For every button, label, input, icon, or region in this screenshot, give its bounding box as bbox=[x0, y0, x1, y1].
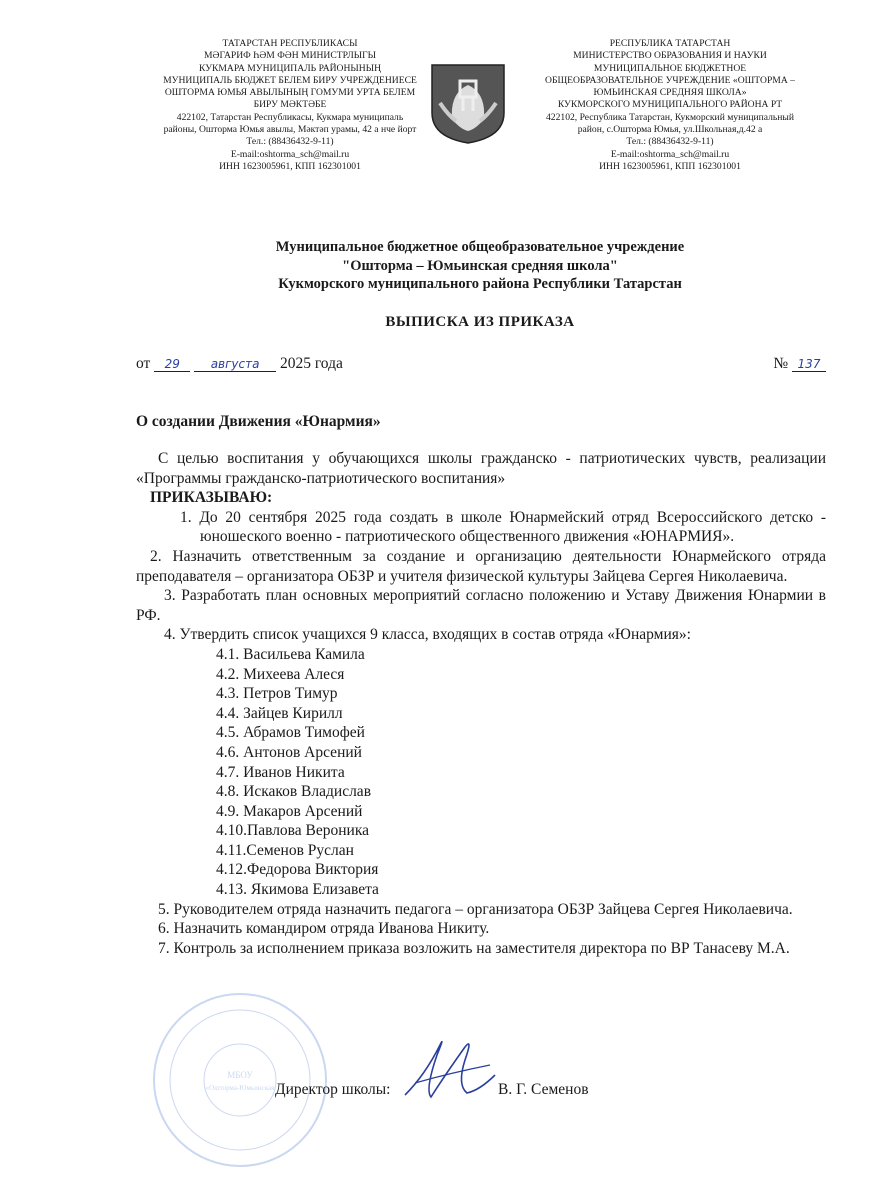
header-line: МУНИЦИПАЛЬНОЕ БЮДЖЕТНОЕ bbox=[593, 62, 747, 74]
header-line: РЕСПУБЛИКА ТАТАРСТАН bbox=[609, 38, 731, 49]
date-day: 29 bbox=[154, 357, 190, 372]
header-line: район, с.Ошторма Юмья, ул.Школьная,д.42 а bbox=[577, 124, 763, 136]
order-item-4: 4. Утвердить список учащихся 9 класса, входящих в состав отряда «Юнармия»: bbox=[164, 626, 691, 644]
student-item: 4.13. Якимова Елизавета bbox=[216, 881, 379, 899]
header-russian bbox=[520, 38, 820, 173]
order-body bbox=[136, 449, 826, 958]
institution-line: "Ошторма – Юмьинская средняя школа" bbox=[342, 257, 618, 274]
order-item-3: 3. Разработать план основных мероприятий согласно положению и Уставу Движения Юнармии в РФ. bbox=[136, 587, 826, 624]
student-item: 4.5. Абрамов Тимофей bbox=[216, 724, 365, 742]
document-title: ВЫПИСКА ИЗ ПРИКАЗА bbox=[385, 314, 575, 330]
header-line: ИНН 1623005961, КПП 162301001 bbox=[219, 160, 361, 172]
header-line: МУНИЦИПАЛЬ БЮДЖЕТ БЕЛЕМ БИРУ УЧРЕЖДЕНИЕСЕ bbox=[163, 74, 417, 86]
order-item-1: 1. До 20 сентября 2025 года создать в школе Юнармейский отряд Всероссийского детско - юношеского военно - патриотического общественного движения «ЮНАРМИЯ». bbox=[180, 508, 826, 546]
number-label: № bbox=[773, 355, 789, 372]
header-line: ИНН 1623005961, КПП 162301001 bbox=[599, 160, 741, 172]
header-line: ОШТОРМА ЮМЬЯ АВЫЛЫНЫҢ ГОМУМИ УРТА БЕЛЕМ bbox=[164, 87, 416, 99]
header-line: КУКМАРА МУНИЦИПАЛЬ РАЙОНЫНЫҢ bbox=[198, 62, 381, 74]
institution-name bbox=[0, 238, 872, 294]
student-item: 4.7. Иванов Никита bbox=[216, 763, 345, 781]
order-subject: О создании Движения «Юнармия» bbox=[136, 413, 381, 430]
signature-role: Директор школы: bbox=[275, 1081, 391, 1098]
header-line: Тел.: (88436432-9-11) bbox=[246, 136, 334, 148]
header-line: районы, Ошторма Юмья авылы, Мәктәп урамы, 42 а нче йорт bbox=[163, 124, 417, 136]
header-line: ОБЩЕОБРАЗОВАТЕЛЬНОЕ УЧРЕЖДЕНИЕ «ОШТОРМА – bbox=[545, 74, 795, 86]
student-item: 4.1. Васильева Камила bbox=[216, 645, 365, 663]
preamble: С целью воспитания у обучающихся школы гражданско - патриотических чувств, реализации «Программы гражданско-патриотического воспитания» bbox=[136, 450, 826, 487]
signature-name: В. Г. Семенов bbox=[498, 1081, 589, 1098]
institution-line: Муниципальное бюджетное общеобразовательное учреждение bbox=[275, 239, 685, 255]
student-item: 4.3. Петров Тимур bbox=[216, 685, 338, 703]
header-line: ЮМЬИНСКАЯ СРЕДНЯЯ ШКОЛА» bbox=[593, 87, 747, 99]
number-value: 137 bbox=[792, 357, 826, 372]
date-line bbox=[136, 355, 826, 373]
header-line: МИНИСТЕРСТВО ОБРАЗОВАНИЯ И НАУКИ bbox=[573, 50, 767, 62]
date-month: августа bbox=[194, 357, 276, 372]
header-line: КУКМОРСКОГО МУНИЦИПАЛЬНОГО РАЙОНА РТ bbox=[557, 99, 783, 111]
official-stamp bbox=[150, 990, 330, 1170]
order-number bbox=[773, 355, 826, 373]
header-line: БИРУ МӘКТӘБЕ bbox=[253, 99, 327, 111]
student-item: 4.6. Антонов Арсений bbox=[216, 743, 362, 761]
header-line: МӘГАРИФ ҺӘМ ФӘН МИНИСТРЛЫГЫ bbox=[203, 50, 377, 62]
order-item-2: 2. Назначить ответственным за создание и организацию деятельности Юнармейского отряда преподавателя – организатора ОБЗР и учителя физической культуры Зайцева Сергея Николаевича. bbox=[136, 547, 826, 585]
header-tatar bbox=[140, 38, 440, 173]
student-item: 4.8. Искаков Владислав bbox=[216, 783, 372, 801]
student-item: 4.12.Федорова Виктория bbox=[216, 861, 379, 879]
svg-text:МБОУ: МБОУ bbox=[227, 1070, 253, 1080]
header-line: 422102, Татарстан Республикасы, Кукмара муниципаль bbox=[176, 111, 404, 123]
student-item: 4.2. Михеева Алеся bbox=[216, 665, 345, 683]
institution-line: Кукморского муниципального района Республики Татарстан bbox=[278, 276, 682, 292]
date-year: 2025 года bbox=[279, 355, 343, 372]
date-prefix: от bbox=[136, 355, 151, 372]
student-item: 4.10.Павлова Вероника bbox=[216, 822, 370, 840]
header-line: Тел.: (88436432-9-11) bbox=[626, 136, 714, 148]
header-line: E-mail:oshtorma_sch@mail.ru bbox=[610, 148, 730, 160]
order-item-5: 5. Руководителем отряда назначить педагога – организатора ОБЗР Зайцева Сергея Николаевича. bbox=[158, 900, 793, 918]
student-item: 4.11.Семенов Руслан bbox=[216, 841, 354, 859]
header-line: 422102, Республика Татарстан, Кукморский муниципальный bbox=[546, 111, 794, 123]
svg-text:«Ошторма-Юмьинская: «Ошторма-Юмьинская bbox=[205, 1084, 275, 1092]
order-item-7: 7. Контроль за исполнением приказа возложить на заместителя директора по ВР Танасеву М.А. bbox=[158, 939, 790, 957]
header-line: ТАТАРСТАН РЕСПУБЛИКАСЫ bbox=[222, 38, 358, 49]
order-item-6: 6. Назначить командиром отряда Иванова Никиту. bbox=[158, 920, 490, 938]
coat-of-arms-emblem bbox=[430, 63, 506, 145]
student-item: 4.9. Макаров Арсений bbox=[216, 802, 363, 820]
order-word: ПРИКАЗЫВАЮ: bbox=[150, 489, 273, 507]
student-item: 4.4. Зайцев Кирилл bbox=[216, 704, 343, 722]
header-line: E-mail:oshtorma_sch@mail.ru bbox=[230, 148, 350, 160]
director-signature bbox=[395, 1035, 505, 1105]
